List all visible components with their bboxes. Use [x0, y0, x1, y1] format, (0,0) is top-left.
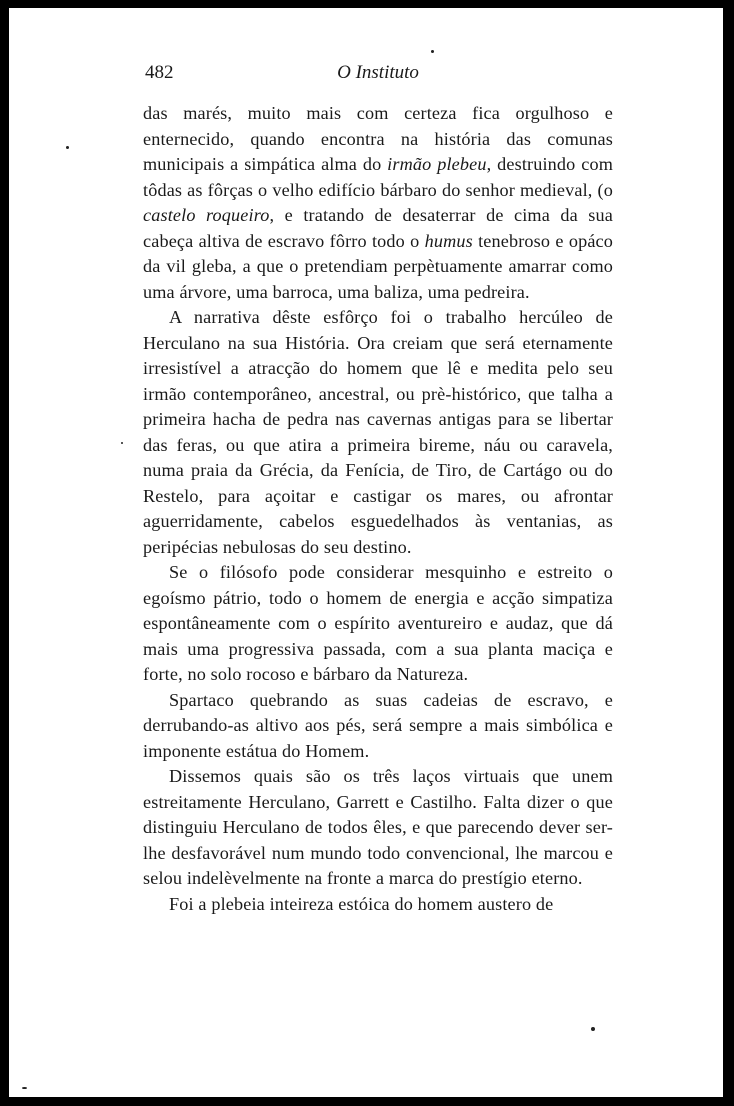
page-header — [143, 62, 613, 88]
text-run: Foi a plebeia inteireza estóica do homem austero de — [169, 893, 554, 914]
paragraph — [143, 101, 613, 305]
paragraph — [143, 688, 613, 765]
paragraph — [143, 892, 613, 918]
paragraph — [143, 560, 613, 688]
scan-speck — [22, 1087, 27, 1089]
scan-speck — [121, 442, 123, 444]
text-run: Se o filósofo pode considerar mesquinho e estreito o egoísmo pátrio, todo o homem de energia e acção simpatiza espontâneamente com o espírito aventureiro e audaz, que dá mais uma progressiva passada, com a sua planta maciça e forte, no solo rocoso e bárbaro da Natureza. — [143, 562, 613, 684]
text-run: , e tratando de desaterrar de cima da sua cabeça altiva de escravo fôrro todo o — [143, 205, 613, 251]
italic-phrase: humus — [424, 230, 473, 251]
scan-speck — [66, 146, 69, 149]
text-run: Dissemos quais são os três laços virtuais que unem estreitamente Herculano, Garrett e Castilho. Falta dizer o que distinguiu Herculano de todos êles, e que parecendo dever ser-lhe desfavorável num mundo todo convencional, lhe marcou e selou indelèvelmente na fronte a marca do prestígio eterno. — [143, 766, 613, 888]
text-run: tenebroso e opáco da vil gleba, a que o pretendiam perpètuamente amarrar como uma árvore, uma barroca, uma baliza, uma pedreira. — [143, 230, 614, 302]
italic-phrase: castelo roqueiro — [143, 205, 270, 225]
running-title: O Instituto — [337, 62, 419, 83]
text-run: , destruindo com tôdas as fôrças o velho edifício bárbaro do senhor medieval, (o — [143, 154, 613, 200]
scan-speck — [431, 50, 434, 53]
text-run: das marés, muito mais com certeza fica orgulhoso e enternecido, quando encontra na história das comunas municipais a simpática alma do — [143, 103, 613, 174]
body-text — [143, 101, 613, 917]
page-number: 482 — [145, 62, 174, 83]
paragraph — [143, 764, 613, 892]
italic-phrase: irmão plebeu — [387, 154, 487, 174]
paragraph — [143, 305, 613, 560]
text-run: Spartaco quebrando as suas cadeias de escravo, e derrubando-as altivo aos pés, será sempre a mais simbólica e imponente estátua do Homem. — [143, 689, 613, 761]
scan-speck — [591, 1027, 595, 1031]
book-page — [143, 62, 613, 917]
text-run: A narrativa dêste esfôrço foi o trabalho hercúleo de Herculano na sua História. Ora creiam que será eternamente irresistível a atracção do homem que lê e medita pelo seu irmão contemporâneo, ancestral, ou prè-histórico, que talha a primeira hacha de pedra nas cavernas antigas para se libertar das feras, ou que atira a primeira bireme, náu ou caravela, numa praia da Grécia, da Fenícia, de Tiro, de Cartágo ou do Restelo, para açoitar e castigar os mares, ou afrontar aguerridamente, cabelos esguedelhados às ventanias, as peripécias nebulosas do seu destino. — [143, 307, 613, 557]
